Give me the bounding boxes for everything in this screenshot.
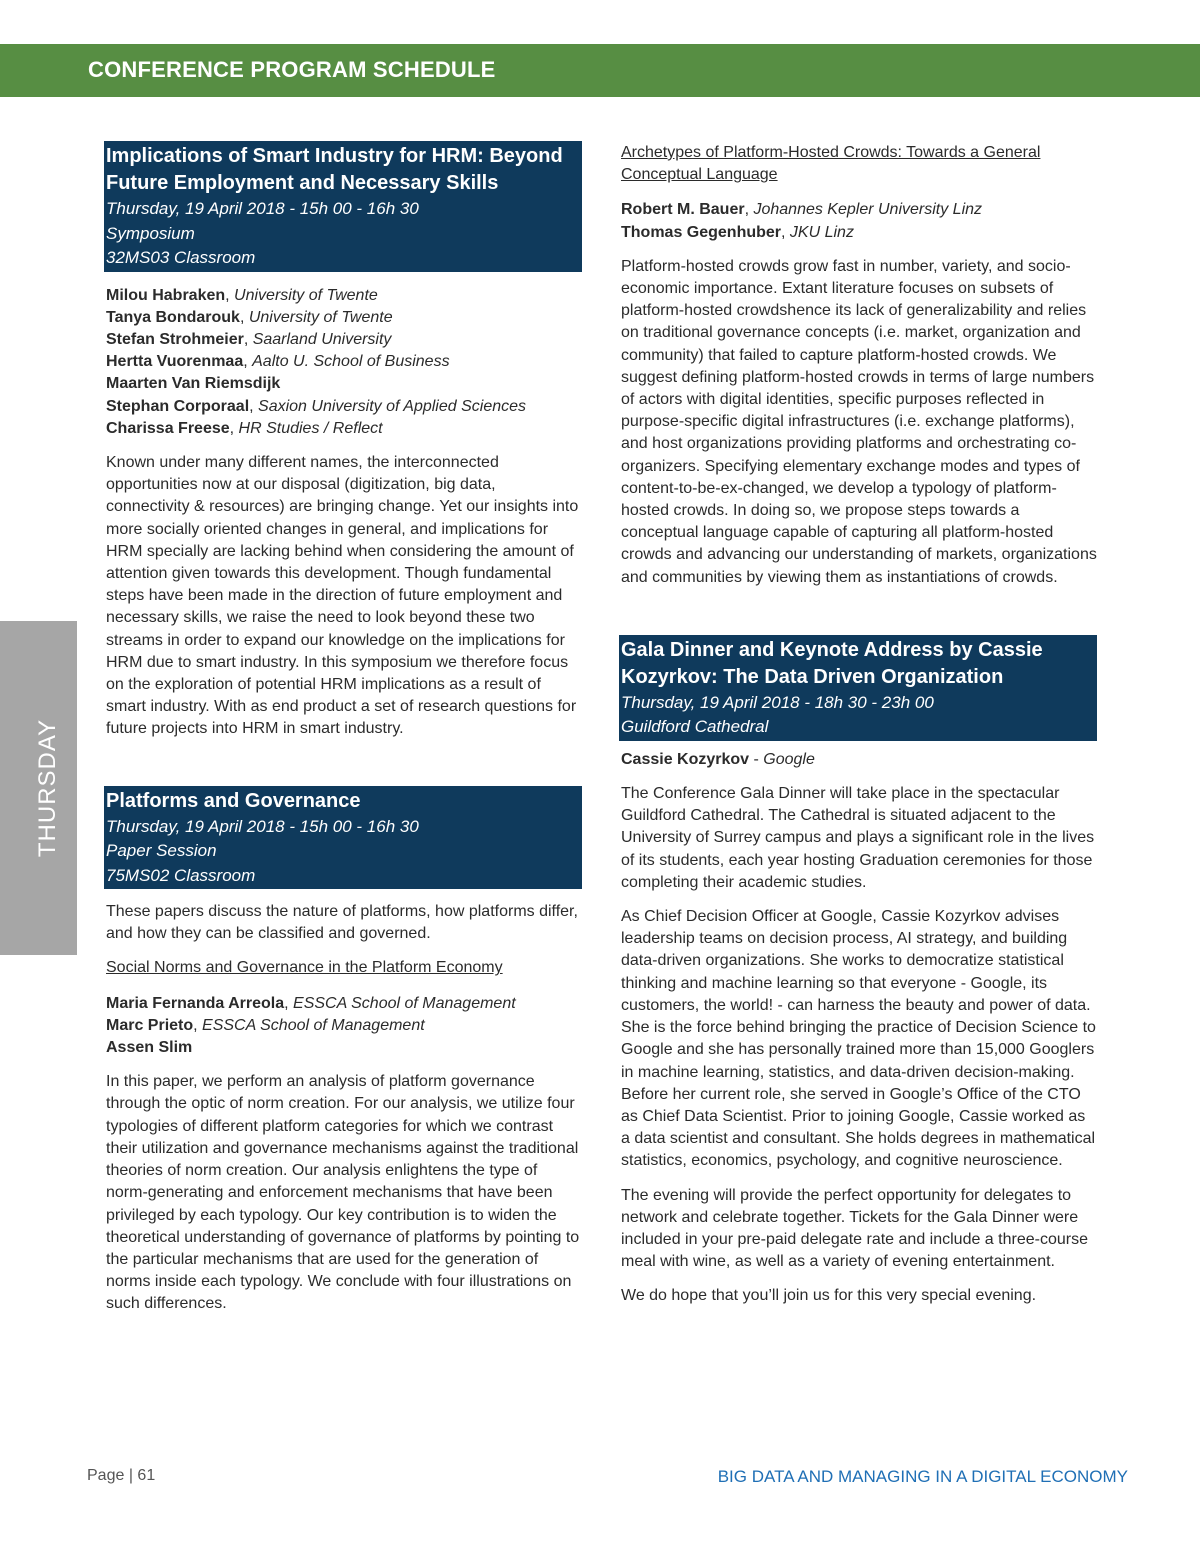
- paper-title: Social Norms and Governance in the Platform Economy: [106, 959, 503, 977]
- author-entry: Stephan Corporaal, Saxion University of Applied Sciences: [106, 397, 527, 415]
- session-type: Symposium: [106, 223, 195, 243]
- author-list: [621, 199, 1097, 243]
- paper-abstract: Platform-hosted crowds grow fast in number, variety, and socio-economic importance. Extant literature focuses on subsets of platform-hosted crowdshence its lack of generalizability and relies on traditional governance concepts (i.e. market, organization and community) that failed to capture platform-hosted crowds. We suggest defining platform-hosted crowds in terms of large numbers of actors with digital identities, specific purposes reflected in purpose-specific digital infrastructures (i.e. exchange platforms), and host organizations providing platforms and orchestrating co-organizers. Specifying elementary exchange modes and types of content-to-be-ex-changed, we develop a typology of platform-hosted crowds. In doing so, we propose steps towards a conceptual language capable of capturing all platform-hosted crowds and advancing our understanding of markets, organizations and communities by viewing them as instantiations of crowds.: [621, 257, 1097, 586]
- session-abstract: Known under many different names, the interconnected opportunities now at our disposal (digitization, big data, connectivity & resources) are bringing change. Yet our insights into more socially oriented changes in general, and implications for HRM specially are lacking behind when considering the amount of attention given towards this development. Though fundamental steps have been made in the direction of future employment and necessary skills, we raise the need to look beyond these two streams in order to expand our knowledge on the implications for HRM due to smart industry. In this symposium we therefore focus on the exploration of potential HRM implications as a result of smart industry. With as end product a set of research questions for future projects into HRM in smart industry.: [106, 453, 579, 738]
- session-datetime: Thursday, 19 April 2018 - 18h 30 - 23h 00: [621, 692, 934, 712]
- page-header-title: CONFERENCE PROGRAM SCHEDULE: [88, 57, 496, 82]
- paper-abstract: In this paper, we perform an analysis of platform governance through the optic of norm creation. For our analysis, we utilize four typologies of different platform categories for which we contrast their utilization and governance mechanisms against the traditional theories of norm creation. Our analysis enlightens the type of norm-generating and enforcement mechanisms that have been privileged by each typology. Our key contribution is to widen the theoretical understanding of governance of platforms by pointing to the particular mechanisms that are used for the generation of norms inside each typology. We conclude with four illustrations on such differences.: [106, 1073, 580, 1313]
- author-entry: Robert M. Bauer, Johannes Kepler University Linz: [621, 201, 983, 219]
- page-number: Page | 61: [87, 1467, 156, 1484]
- author-list: [106, 285, 582, 440]
- session-header-platforms-governance: [104, 786, 582, 890]
- left-column: [106, 141, 582, 1316]
- author-entry: Maria Fernanda Arreola, ESSCA School of Management: [106, 994, 516, 1012]
- session-title: Implications of Smart Industry for HRM: Beyond Future Employment and Necessary Skills: [106, 145, 563, 194]
- session-header-smart-industry: [104, 141, 582, 272]
- publication-title: BIG DATA AND MANAGING IN A DIGITAL ECONOMY: [717, 1467, 1128, 1486]
- author-entry: Marc Prieto, ESSCA School of Management: [106, 1016, 425, 1034]
- gala-paragraph: We do hope that you’ll join us for this very special evening.: [621, 1287, 1037, 1305]
- session-venue: Guildford Cathedral: [621, 717, 769, 737]
- speaker: [621, 749, 1097, 771]
- session-type: Paper Session: [106, 841, 217, 861]
- session-datetime: Thursday, 19 April 2018 - 15h 00 - 16h 30: [106, 199, 419, 218]
- session-room: 75MS02 Classroom: [106, 865, 256, 885]
- author-entry: Tanya Bondarouk, University of Twente: [106, 308, 393, 326]
- gala-paragraph: As Chief Decision Officer at Google, Cassie Kozyrkov advises leadership teams on decision process, AI strategy, and building data-driven organizations. She works to democratize statistical thinking and machine learning so that everyone - Google, its customers, the world! - can harness the beauty and power of data. She is the force behind bringing the practice of Decision Science to Google and she has personally trained more than 15,000 Googlers in machine learning, statistics, and data-driven decision-making. Before her current role, she served in Google’s Office of the CTO as Chief Data Scientist. Prior to joining Google, Cassie worked as a data scientist and consultant. She holds degrees in mathematical statistics, economics, psychology, and cognitive neuroscience.: [621, 908, 1096, 1170]
- author-entry: Thomas Gegenhuber, JKU Linz: [621, 223, 854, 241]
- session-header-gala-dinner: [619, 635, 1097, 741]
- author-entry: Milou Habraken, University of Twente: [106, 286, 378, 304]
- session-title: Platforms and Governance: [106, 789, 361, 812]
- author-list: [106, 993, 582, 1060]
- paper-title: Archetypes of Platform-Hosted Crowds: Towards a General Conceptual Language: [621, 144, 1041, 184]
- session-datetime: Thursday, 19 April 2018 - 15h 00 - 16h 30: [106, 816, 419, 836]
- session-title: Gala Dinner and Keynote Address by Cassie Kozyrkov: The Data Driven Organization: [621, 638, 1043, 688]
- gala-paragraph: The Conference Gala Dinner will take place in the spectacular Guildford Cathedral. The Cathedral is situated adjacent to the University of Surrey campus and plays a significant role in the lives of its students, each year hosting Graduation ceremonies for those completing their academic studies.: [621, 785, 1095, 891]
- day-side-tab: [0, 621, 77, 955]
- author-entry: Assen Slim: [106, 1039, 193, 1057]
- author-entry: Charissa Freese, HR Studies / Reflect: [106, 419, 383, 437]
- day-side-tab-label: THURSDAY: [34, 718, 61, 858]
- gala-paragraph: The evening will provide the perfect opportunity for delegates to network and celebrate together. Tickets for the Gala Dinner were included in your pre-paid delegate rate and include a three-course meal with wine, as well as a variety of evening entertainment.: [621, 1186, 1088, 1271]
- session-room: 32MS03 Classroom: [106, 248, 256, 267]
- speaker-entry: Cassie Kozyrkov - Google: [621, 750, 815, 768]
- right-column: [621, 142, 1097, 1308]
- author-entry: Stefan Strohmeier, Saarland University: [106, 330, 392, 348]
- session-intro: These papers discuss the nature of platforms, how platforms differ, and how they can be classified and governed.: [106, 903, 578, 943]
- author-entry: Maarten Van Riemsdijk: [106, 375, 281, 393]
- author-entry: Hertta Vuorenmaa, Aalto U. School of Business: [106, 353, 450, 371]
- header-bar: [0, 44, 1200, 97]
